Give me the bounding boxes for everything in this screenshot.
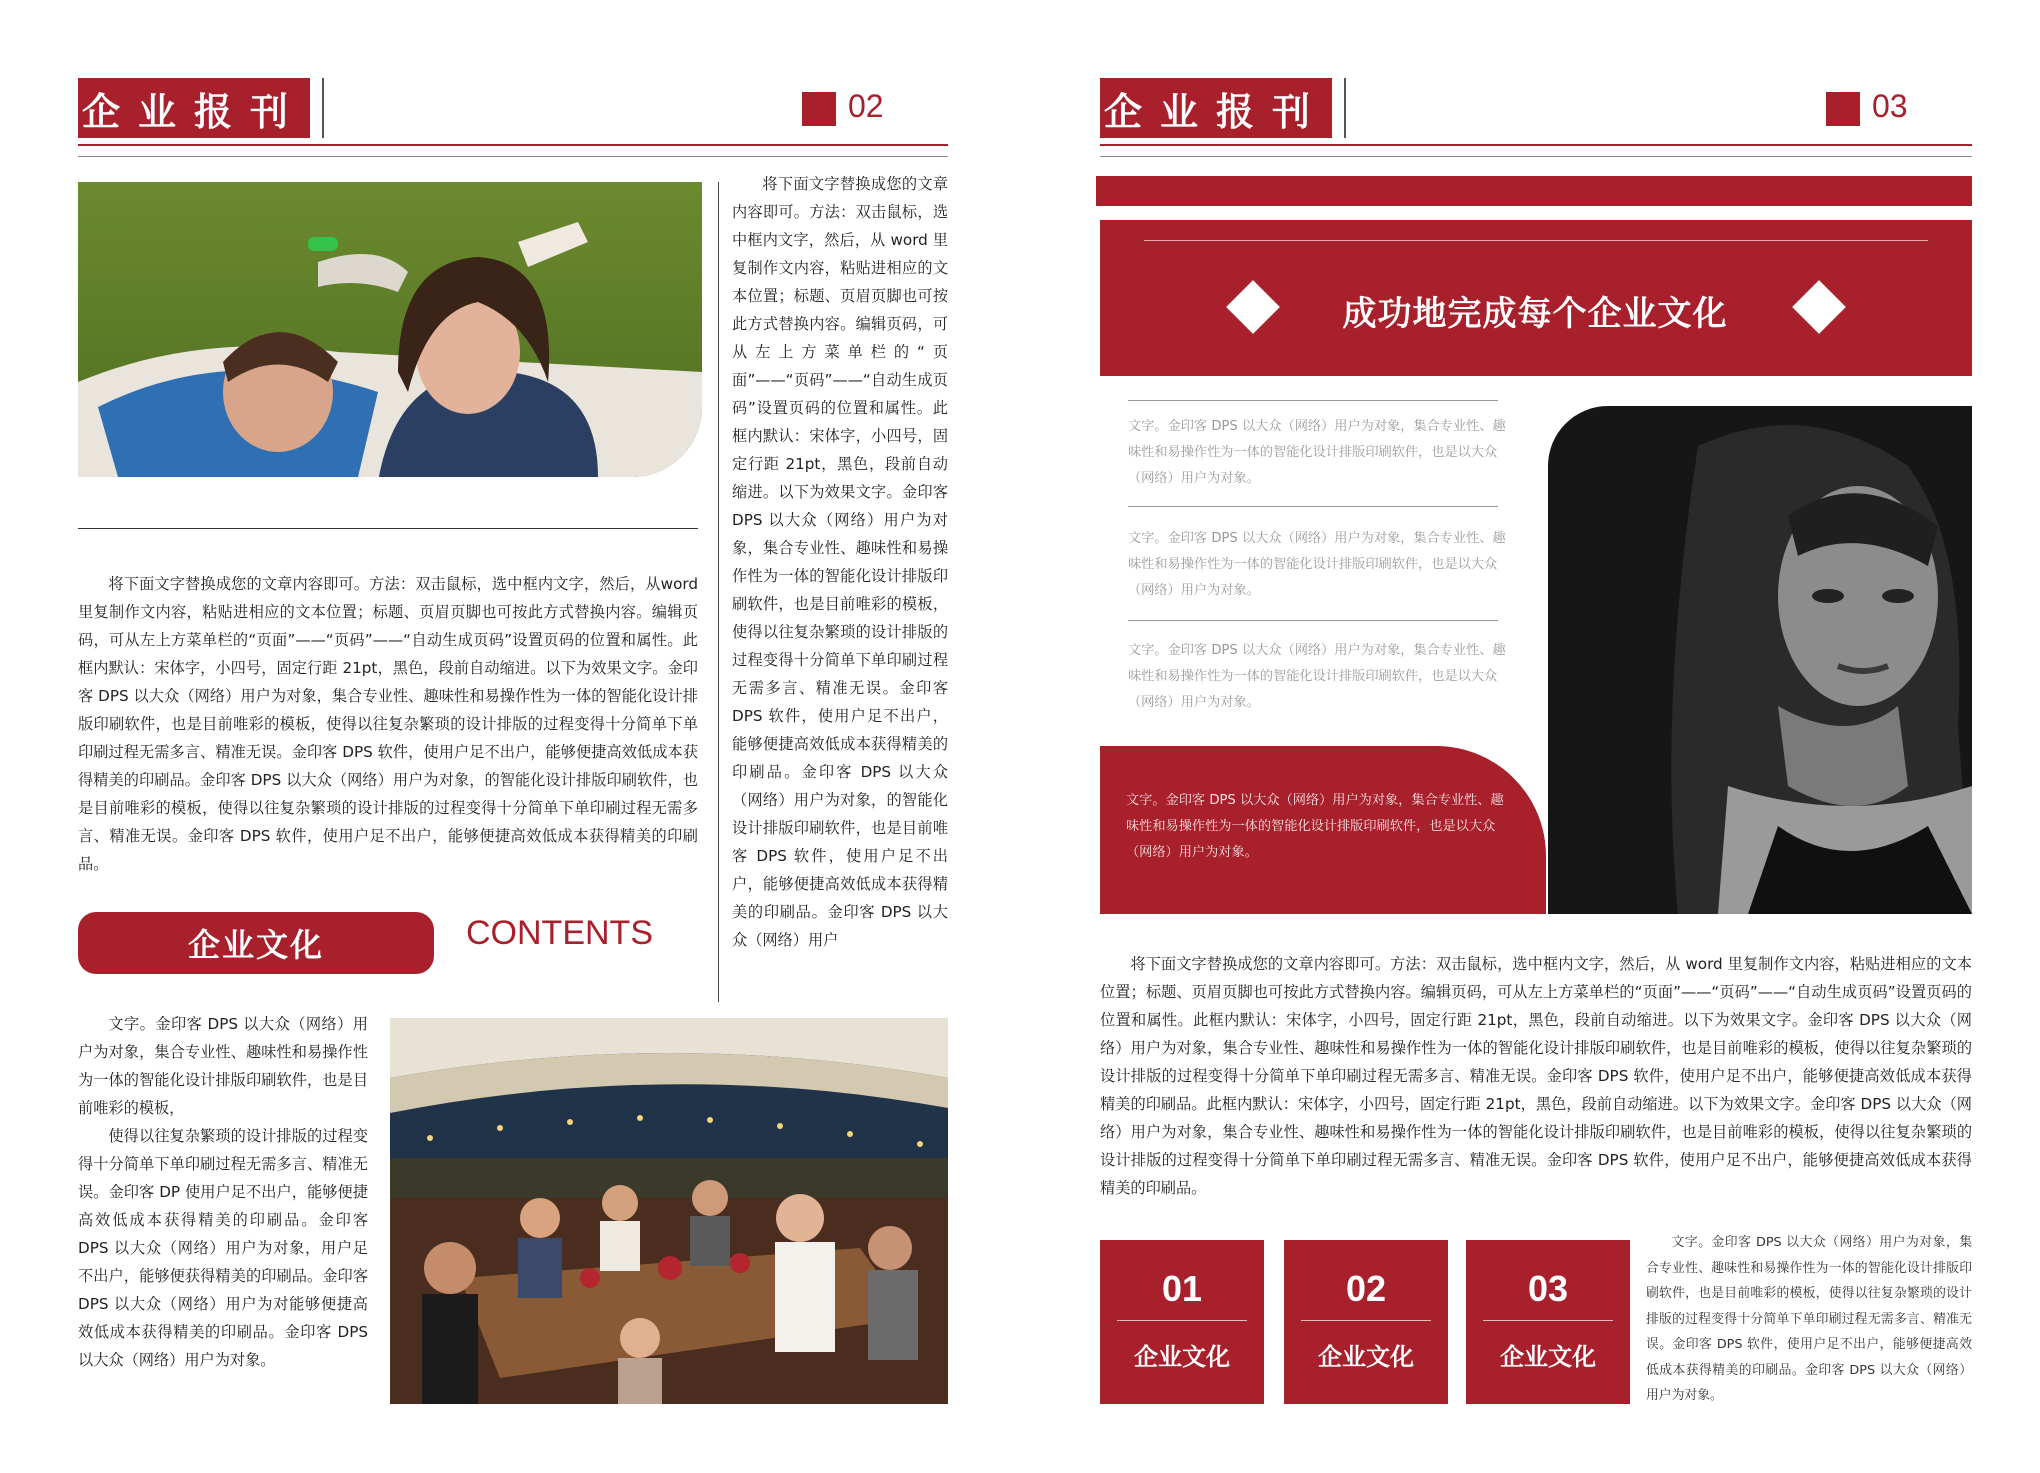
number-box-02-rule [1301,1320,1431,1321]
right-main-paragraph: 将下面文字替换成您的文章内容即可。方法：双击鼠标，选中框内文字，然后，从 word 里复制作文内容，粘贴进相应的文本位置；标题、页眉页脚也可按此方式替换内容。编辑页码，可从左上方菜单栏的“页面”——“页码”——“自动生成页码”设置页码的位置和属性。此框内默认：宋体字，小四号，固定行距 21pt，黑色，段前自动缩进。以下为效果文字。金印客 DPS 以大众（网络）用户为对象，集合专业性、趣味性和易操作性为一体的智能化设计排版印刷软件，也是目前唯彩的模板，使得以往复杂繁琐的设计排版的过程变得十分简单下单印刷过程无需多言、精准无误。金印客 DPS 软件，使用户足不出户，能够便捷高效低成本获得精美的印刷品。此框内默认：宋体字，小四号，固定行距 21pt，黑色，段前自动缩进。以下为效果文字。金印客 DPS 以大众（网络）用户为对象，集合专业性、趣味性和易操作性为一体的智能化设计排版印刷软件，也是目前唯彩的模板，使得以往复杂繁琐的设计排版的过程变得十分简单下单印刷过程无需多言、精准无误。金印客 DPS 软件，使用户足不出户，能够便捷高效低成本获得精美的印刷品。 [1100,955,1972,1197]
gray-rule-3 [1128,620,1498,621]
left-intro-paragraph: 将下面文字替换成您的文章内容即可。方法：双击鼠标，选中框内文字，然后，从word 里复制作文内容，粘贴进相应的文本位置；标题、页眉页脚也可按此方式替换内容。编辑页码，可从左上方菜单栏的“页面”——“页码”——“自动生成页码”设置页码的位置和属性。此框内默认：宋体字，小四号，固定行距 21pt，黑色，段前自动缩进。以下为效果文字。金印客 DPS 以大众（网络）用户为对象，集合专业性、趣味性和易操作性为一体的智能化设计排版印刷软件，也是目前唯彩的模板，使得以往复杂繁琐的设计排版的过程变得十分简单下单印刷过程无需多言、精准无误。金印客 DPS 软件，使用户足不出户，能够便捷高效低成本获得精美的印刷品。金印客 DPS 以大众（网络）用户为对象，的智能化设计排版印刷软件，也是目前唯彩的模板，使得以往复杂繁琐的设计排版的过程变得十分简单下单印刷过程无需多言、精准无误。金印客 DPS 软件，使用户足不出户，能够便捷高效低成本获得精美的印刷品。 [78,575,698,873]
portrait-photo [1548,406,1972,914]
number-box-03-num: 03 [1527,1268,1569,1309]
left-bottom-text [78,1010,368,1374]
number-box-01 [1100,1240,1264,1404]
diamond-right-icon [1792,280,1846,334]
left-page-number: 02 [848,88,884,124]
number-box-02-label: 企业文化 [1318,1343,1414,1371]
number-box-02 [1284,1240,1448,1404]
gray-block-3: 文字。金印客 DPS 以大众（网络）用户为对象，集合专业性、趣味性和易操作性为一体的智能化设计排版印刷软件，也是以大众（网络）用户为对象。 [1128,643,1506,710]
title-banner [1100,220,1972,376]
culture-pill-label: 企业文化 [187,926,324,964]
left-page-number-square [802,92,836,126]
gray-rule-2 [1128,506,1498,507]
left-bottom-para-1: 文字。金印客 DPS 以大众（网络）用户为对象，集合专业性、趣味性和易操作性为一体的智能化设计排版印刷软件，也是目前唯彩的模板， [78,1015,368,1117]
right-header-rule [1100,144,1972,146]
right-masthead-divider [1344,78,1346,138]
number-box-01-rule [1117,1320,1247,1321]
title-banner-rule [1144,240,1928,241]
diamond-left-icon [1226,280,1280,334]
number-box-03-label: 企业文化 [1500,1343,1596,1371]
number-box-03-rule [1483,1320,1613,1321]
gray-rule-1 [1128,400,1498,401]
number-box-01-label: 企业文化 [1134,1343,1230,1371]
gray-block-2: 文字。金印客 DPS 以大众（网络）用户为对象，集合专业性、趣味性和易操作性为一体的智能化设计排版印刷软件，也是以大众（网络）用户为对象。 [1128,531,1506,598]
right-page-number: 03 [1872,88,1908,124]
right-masthead: 企业报刊 [1100,78,1332,138]
red-block-text: 文字。金印客 DPS 以大众（网络）用户为对象，集合专业性、趣味性和易操作性为一体的智能化设计排版印刷软件，也是以大众（网络）用户为对象。 [1126,793,1504,860]
right-header-rule-thin [1100,156,1972,157]
dinner-party-photo [390,1018,948,1404]
left-header-rule [78,144,948,146]
left-section-rule [78,528,698,529]
number-box-01-num: 01 [1161,1268,1203,1309]
right-page-number-square [1826,92,1860,126]
right-thin-banner [1096,176,1972,206]
culture-pill [78,912,434,974]
left-masthead-divider [322,78,324,138]
left-masthead: 企业报刊 [78,78,310,138]
contents-label: CONTENTS [466,914,653,952]
right-side-note: 文字。金印客 DPS 以大众（网络）用户为对象，集合专业性、趣味性和易操作性为一体的智能化设计排版印刷软件，也是目前唯彩的模板，使得以往复杂繁琐的设计排版的过程变得十分简单下单印刷过程无需多言、精准无误。金印客 DPS 软件，使用户足不出户，能够便捷高效低成本获得精美的印刷品。金印客 DPS 以大众（网络）用户为对象。 [1646,1235,1972,1403]
left-right-column-text: 将下面文字替换成您的文章内容即可。方法：双击鼠标，选中框内文字，然后，从 word 里复制作文内容，粘贴进相应的文本位置；标题、页眉页脚也可按此方式替换内容。编辑页码，可从左上方菜单栏的“页面”——“页码”——“自动生成页码”设置页码的位置和属性。此框内默认：宋体字，小四号，固定行距 21pt，黑色，段前自动缩进。以下为效果文字。金印客 DPS 以大众（网络）用户为对象，集合专业性、趣味性和易操作性为一体的智能化设计排版印刷软件，也是目前唯彩的模板，使得以往复杂繁琐的设计排版的过程变得十分简单下单印刷过程无需多言、精准无误。金印客 DPS 软件，使用户足不出户，能够便捷高效低成本获得精美的印刷品。金印客 DPS 以大众（网络）用户为对象，的智能化设计排版印刷软件，也是目前唯客 DPS 软件，使用户足不出户，能够便捷高效低成本获得精美的印刷品。金印客 DPS 以大众（网络）用户 [732,175,948,949]
gray-block-1: 文字。金印客 DPS 以大众（网络）用户为对象，集合专业性、趣味性和易操作性为一体的智能化设计排版印刷软件，也是以大众（网络）用户为对象。 [1128,419,1506,486]
couple-photo [78,182,702,477]
left-column-divider [718,182,719,1002]
left-bottom-para-2: 使得以往复杂繁琐的设计排版的过程变得十分简单下单印刷过程无需多言、精准无误。金印客 DP 使用户足不出户，能够便捷高效低成本获得精美的印刷品。金印客 DPS 以大众（网络）用户为对象，用户足不出户，能够便获得精美的印刷品。金印客 DPS 以大众（网络）用户为对能够便捷高效低成本获得精美的印刷品。金印客 DPS 以大众（网络）用户为对象。 [78,1127,368,1369]
red-text-block [1100,746,1546,914]
number-box-02-num: 02 [1345,1268,1387,1309]
number-box-03 [1466,1240,1630,1404]
banner-title: 成功地完成每个企业文化 [1342,294,1728,334]
left-header-rule-thin [78,156,948,157]
